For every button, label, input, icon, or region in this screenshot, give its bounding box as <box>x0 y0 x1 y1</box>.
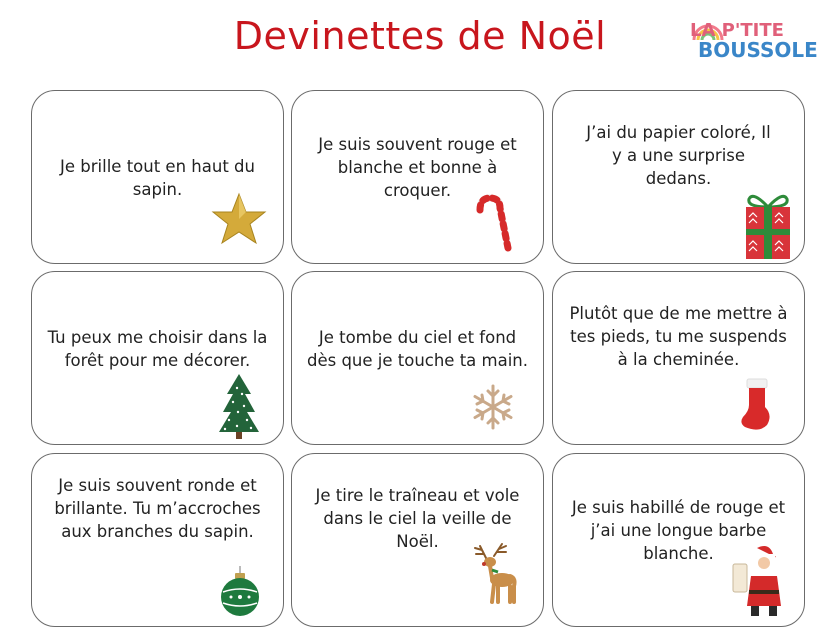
logo-line2: BOUSSOLE <box>698 38 818 62</box>
riddle-card-9 <box>552 453 805 627</box>
reindeer-icon <box>470 540 524 606</box>
riddle-card-7 <box>31 453 284 627</box>
candy-cane-icon <box>470 194 518 254</box>
logo-line1: LA P'TITE <box>690 20 784 41</box>
riddle-text: Je tire le traîneau et vole dans le ciel la veille de Noël. <box>315 486 520 551</box>
riddle-card-1 <box>31 90 284 264</box>
riddle-text: Tu peux me choisir dans la forêt pour me décorer. <box>47 328 268 370</box>
snowflake-icon <box>468 382 518 432</box>
riddle-card-4 <box>31 271 284 445</box>
riddle-card-2 <box>291 90 544 264</box>
christmas-tree-icon <box>217 372 261 440</box>
riddle-text: Plutôt que de me mettre à tes pieds, tu me suspends à la cheminée. <box>569 304 788 369</box>
gift-icon <box>741 189 795 261</box>
riddle-text: J’ai du papier coloré, Il y a une surprise dedans. <box>586 123 771 188</box>
riddle-card-6 <box>552 271 805 445</box>
ornament-icon <box>219 566 261 618</box>
riddle-card-8 <box>291 453 544 627</box>
star-icon <box>210 191 268 247</box>
santa-claus-icon <box>729 544 787 618</box>
riddle-card-3 <box>552 90 805 264</box>
riddle-text: Je suis habillé de rouge et j’ai une longue barbe blanche. <box>571 498 786 563</box>
riddle-text: Je suis souvent rouge et blanche et bonne à croquer. <box>318 135 517 200</box>
page-title: Devinettes de Noël <box>233 14 607 58</box>
stocking-icon <box>735 377 775 433</box>
brand-logo <box>690 20 818 62</box>
riddle-text: Je suis souvent ronde et brillante. Tu m’accroches aux branches du sapin. <box>54 476 261 541</box>
riddle-card-5 <box>291 271 544 445</box>
riddle-text: Je brille tout en haut du sapin. <box>60 157 255 199</box>
riddle-text: Je tombe du ciel et fond dès que je touche ta main. <box>306 328 529 370</box>
